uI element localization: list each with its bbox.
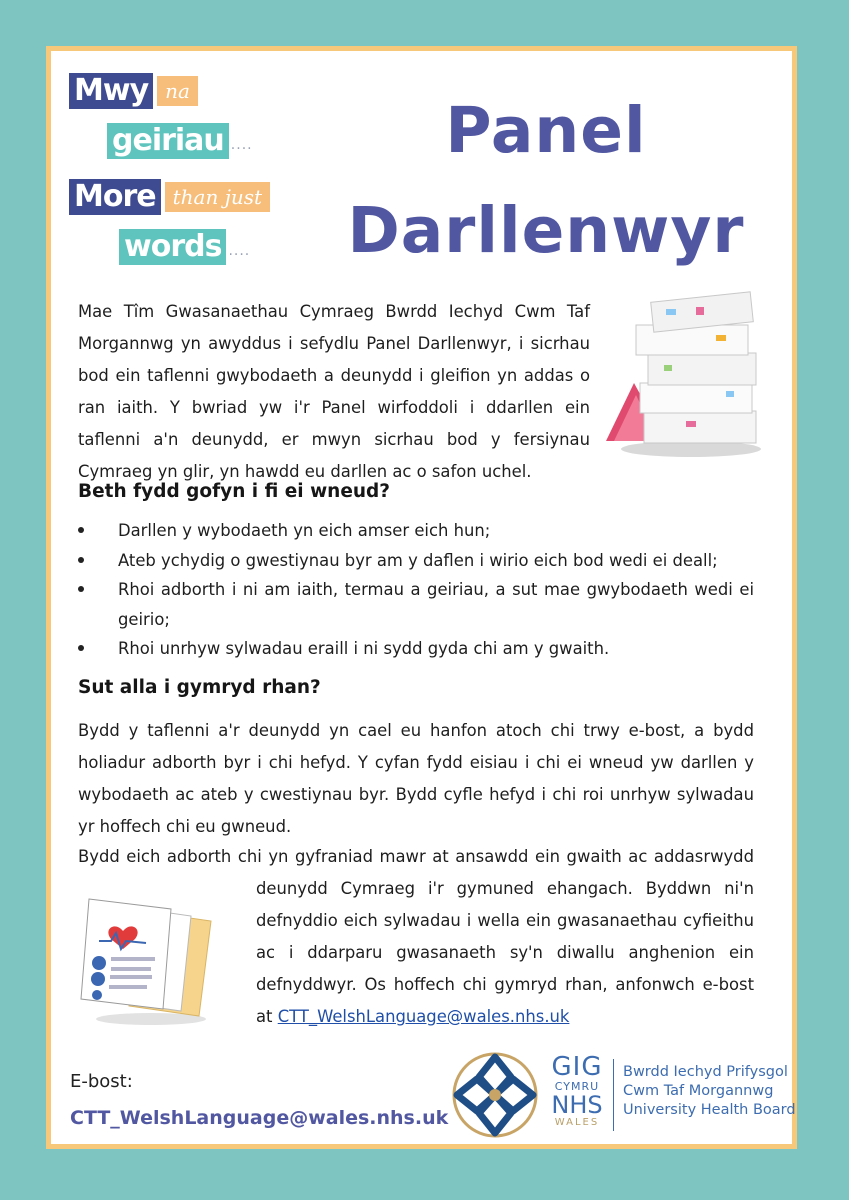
logo-word-than-just: than just — [165, 182, 270, 212]
logo-divider — [613, 1059, 614, 1131]
feedback-paragraph-first-line: Bydd eich adborth chi yn gyfraniad mawr at ansawdd ein gwaith ac addasrwydd — [78, 847, 754, 866]
list-item: Rhoi adborth i ni am iaith, termau a geiriau, a sut mae gwybodaeth wedi ei geirio; — [78, 575, 754, 634]
logo-word-mwy: Mwy — [69, 73, 153, 109]
footer-email[interactable]: CTT_WelshLanguage@wales.nhs.uk — [70, 1107, 449, 1129]
logo-word-na: na — [157, 76, 198, 106]
health-board-logo — [451, 1051, 796, 1141]
logo-word-more: More — [69, 179, 161, 215]
email-link[interactable]: CTT_WelshLanguage@wales.nhs.uk — [277, 1007, 570, 1026]
paper-stack-icon — [596, 291, 766, 461]
logo-word-words: words — [119, 229, 226, 265]
list-item: Rhoi unrhyw sylwadau eraill i ni sydd gyda chi am y gwaith. — [78, 634, 754, 664]
email-label: E-bost: — [70, 1071, 133, 1092]
logo-dots: .... — [228, 243, 251, 259]
logo-word-geiriau: geiriau — [107, 123, 229, 159]
list-item: Ateb ychydig o gwestiynau byr am y daflen i wirio eich bod wedi ei deall; — [78, 546, 754, 576]
health-board-name: Bwrdd Iechyd Prifysgol Cwm Taf Morgannwg University Health Board — [623, 1064, 796, 1118]
bullet-icon — [78, 557, 84, 563]
logo-dots: .... — [230, 137, 253, 153]
list-item: Darllen y wybodaeth yn eich amser eich hun; — [78, 516, 754, 546]
bullet-icon — [78, 645, 84, 651]
bullet-icon — [78, 527, 84, 533]
page-title — [311, 81, 781, 281]
gig-text: GIG — [551, 1052, 603, 1082]
section-heading-what-to-do: Beth fydd gofyn i fi ei wneud? — [78, 481, 391, 502]
poster-page — [51, 51, 796, 1144]
cymru-text: CYMRU — [554, 1080, 600, 1093]
nhs-text: NHS — [551, 1091, 603, 1119]
medical-documents-icon — [71, 891, 221, 1031]
celtic-knot-icon — [451, 1051, 539, 1139]
title-line-1: Panel — [445, 94, 647, 167]
task-list — [78, 516, 754, 664]
bullet-icon — [78, 586, 84, 592]
how-to-take-part-paragraph: Bydd y taflenni a'r deunydd yn cael eu hanfon atoch chi trwy e-bost, a bydd holiadur adborth byr i chi hefyd. Y cyfan fydd eisiau i chi ei wneud yw darllen y wybodaeth ac ateb y cwestiynau byr. Bydd cyfle hefyd i chi roi unrhyw sylwadau yr hoffech chi eu gwneud. — [78, 721, 754, 836]
gig-cymru-nhs-wales-mark — [546, 1053, 608, 1129]
poster-border — [46, 46, 797, 1149]
section-heading-how-to-take-part: Sut alla i gymryd rhan? — [78, 677, 321, 698]
feedback-paragraph-text: deunydd Cymraeg i'r gymuned ehangach. Byddwn ni'n defnyddio eich sylwadau i wella ein gwasanaethau cyfieithu ac i ddarparu gwasanaeth sy'n diwallu anghenion ein defnyddwyr. Os hoffech chi gymryd rhan, anfonwch e-bost at — [256, 879, 754, 1026]
more-than-just-words-logo — [69, 69, 289, 279]
wales-text: WALES — [554, 1117, 600, 1128]
feedback-paragraph — [256, 873, 754, 1033]
intro-paragraph: Mae Tîm Gwasanaethau Cymraeg Bwrdd Iechyd Cwm Taf Morgannwg yn awyddus i sefydlu Panel Darllenwyr, i sicrhau bod ein taflenni gwybodaeth a deunydd i gleifion yn addas o ran iaith. Y bwriad yw i'r Panel wirfoddoli i ddarllen ein taflenni a'n deunydd, er mwyn sicrhau bod y fersiynau Cymraeg yn glir, yn hawdd eu darllen ac o safon uchel. — [78, 302, 590, 481]
title-line-2: Darllenwyr — [347, 194, 745, 267]
